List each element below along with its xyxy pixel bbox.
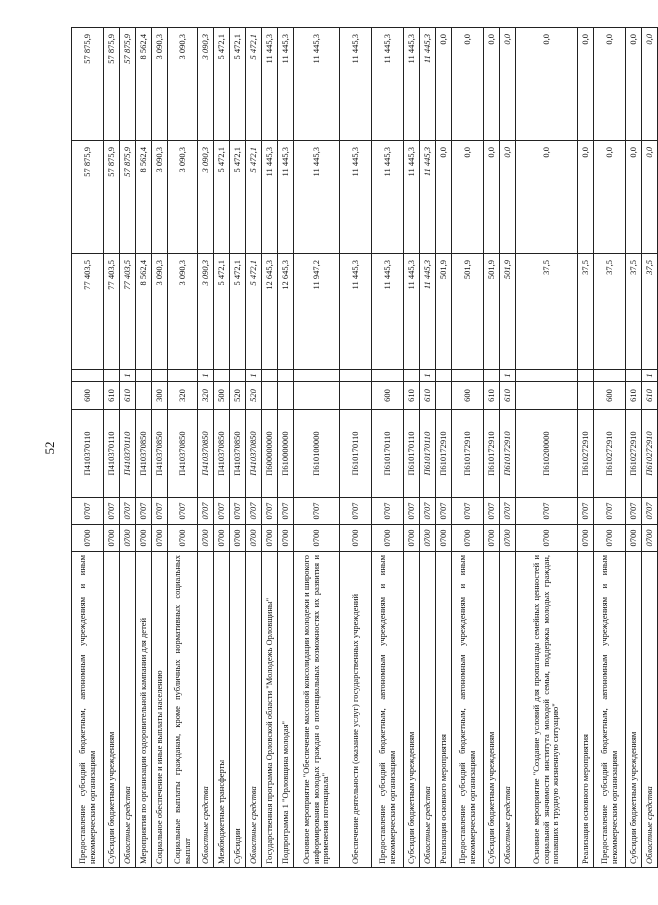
subsection-code: 0707 bbox=[72, 498, 104, 525]
table-row bbox=[404, 28, 420, 868]
target-article-code: П610000000 bbox=[278, 410, 294, 498]
amount-year-2: 0,0 bbox=[516, 141, 578, 254]
table-row bbox=[246, 28, 262, 868]
expense-type-code: 300 bbox=[152, 382, 168, 410]
row-name: Реализация основного мероприятия bbox=[436, 552, 452, 868]
amount-year-1: 11 445,3 bbox=[372, 254, 404, 370]
amount-year-1: 501,9 bbox=[436, 254, 452, 370]
funding-source-mark bbox=[436, 370, 452, 382]
table-row bbox=[214, 28, 230, 868]
section-code: 0700 bbox=[72, 525, 104, 552]
amount-year-1: 5 472,1 bbox=[230, 254, 246, 370]
amount-year-2: 0,0 bbox=[578, 141, 594, 254]
table-row bbox=[340, 28, 372, 868]
subsection-code: 0707 bbox=[262, 498, 278, 525]
expense-type-code bbox=[294, 382, 340, 410]
section-code: 0700 bbox=[372, 525, 404, 552]
amount-year-2: 0,0 bbox=[626, 141, 642, 254]
expense-type-code: 500 bbox=[214, 382, 230, 410]
table-row bbox=[104, 28, 120, 868]
amount-year-1: 37,5 bbox=[642, 254, 658, 370]
subsection-code: 0707 bbox=[452, 498, 484, 525]
table-row bbox=[120, 28, 136, 868]
funding-source-mark bbox=[404, 370, 420, 382]
subsection-code: 0707 bbox=[152, 498, 168, 525]
subsection-code: 0707 bbox=[294, 498, 340, 525]
amount-year-2: 3 090,3 bbox=[198, 141, 214, 254]
subsection-code: 0707 bbox=[642, 498, 658, 525]
target-article-code: П610272910 bbox=[642, 410, 658, 498]
section-code: 0700 bbox=[152, 525, 168, 552]
expense-type-code: 600 bbox=[594, 382, 626, 410]
amount-year-3: 11 445,3 bbox=[404, 28, 420, 141]
amount-year-3: 0,0 bbox=[578, 28, 594, 141]
section-code: 0700 bbox=[594, 525, 626, 552]
row-name: Предоставление субсидий бюджетным, автономным учреждениям и иным некоммерческим организациям bbox=[72, 552, 104, 868]
target-article-code: П410370110 bbox=[120, 410, 136, 498]
table-row bbox=[642, 28, 658, 868]
row-name: Субсидии бюджетным учреждениям bbox=[626, 552, 642, 868]
amount-year-3: 11 445,3 bbox=[340, 28, 372, 141]
subsection-code: 0707 bbox=[594, 498, 626, 525]
expense-type-code: 600 bbox=[452, 382, 484, 410]
target-article-code: П410370110 bbox=[104, 410, 120, 498]
row-name: Мероприятия по организации оздоровительной кампании для детей bbox=[136, 552, 152, 868]
expense-type-code: 520 bbox=[230, 382, 246, 410]
row-name: Областные средства bbox=[198, 552, 214, 868]
section-code: 0700 bbox=[278, 525, 294, 552]
amount-year-1: 5 472,1 bbox=[214, 254, 230, 370]
section-code: 0700 bbox=[420, 525, 436, 552]
funding-source-mark bbox=[594, 370, 626, 382]
subsection-code: 0707 bbox=[278, 498, 294, 525]
section-code: 0700 bbox=[294, 525, 340, 552]
table-row bbox=[278, 28, 294, 868]
section-code: 0700 bbox=[626, 525, 642, 552]
target-article-code: П610170110 bbox=[372, 410, 404, 498]
amount-year-3: 5 472,1 bbox=[214, 28, 230, 141]
section-code: 0700 bbox=[120, 525, 136, 552]
amount-year-3: 11 445,3 bbox=[420, 28, 436, 141]
amount-year-3: 11 445,3 bbox=[262, 28, 278, 141]
target-article-code: П610172910 bbox=[452, 410, 484, 498]
table-row bbox=[198, 28, 214, 868]
amount-year-2: 3 090,3 bbox=[168, 141, 198, 254]
table-row bbox=[152, 28, 168, 868]
amount-year-3: 57 875,9 bbox=[72, 28, 104, 141]
section-code: 0700 bbox=[436, 525, 452, 552]
amount-year-3: 0,0 bbox=[484, 28, 500, 141]
section-code: 0700 bbox=[452, 525, 484, 552]
table-row bbox=[516, 28, 578, 868]
row-name: Областные средства bbox=[120, 552, 136, 868]
expense-type-code: 610 bbox=[104, 382, 120, 410]
table-row bbox=[372, 28, 404, 868]
target-article-code: П610100000 bbox=[294, 410, 340, 498]
funding-source-mark bbox=[578, 370, 594, 382]
funding-source-mark bbox=[104, 370, 120, 382]
row-name: Субсидии bbox=[230, 552, 246, 868]
funding-source-mark bbox=[168, 370, 198, 382]
amount-year-1: 501,9 bbox=[452, 254, 484, 370]
subsection-code: 0707 bbox=[436, 498, 452, 525]
funding-source-mark: 1 bbox=[642, 370, 658, 382]
section-code: 0700 bbox=[516, 525, 578, 552]
row-name: Реализация основного мероприятия bbox=[578, 552, 594, 868]
amount-year-1: 8 562,4 bbox=[136, 254, 152, 370]
amount-year-1: 501,9 bbox=[484, 254, 500, 370]
funding-source-mark bbox=[152, 370, 168, 382]
funding-source-mark bbox=[340, 370, 372, 382]
amount-year-2: 57 875,9 bbox=[120, 141, 136, 254]
amount-year-1: 5 472,1 bbox=[246, 254, 262, 370]
subsection-code: 0707 bbox=[214, 498, 230, 525]
section-code: 0700 bbox=[214, 525, 230, 552]
funding-source-mark: 1 bbox=[500, 370, 516, 382]
amount-year-2: 0,0 bbox=[484, 141, 500, 254]
amount-year-2: 8 562,4 bbox=[136, 141, 152, 254]
target-article-code: П610272910 bbox=[626, 410, 642, 498]
amount-year-2: 5 472,1 bbox=[230, 141, 246, 254]
subsection-code: 0707 bbox=[372, 498, 404, 525]
amount-year-1: 12 645,3 bbox=[262, 254, 278, 370]
amount-year-1: 12 645,3 bbox=[278, 254, 294, 370]
page-number: 52 bbox=[42, 441, 57, 455]
section-code: 0700 bbox=[136, 525, 152, 552]
amount-year-1: 77 403,5 bbox=[104, 254, 120, 370]
subsection-code: 0707 bbox=[246, 498, 262, 525]
funding-source-mark bbox=[294, 370, 340, 382]
amount-year-1: 11 445,3 bbox=[420, 254, 436, 370]
row-name: Областные средства bbox=[246, 552, 262, 868]
amount-year-3: 11 445,3 bbox=[294, 28, 340, 141]
amount-year-2: 5 472,1 bbox=[246, 141, 262, 254]
section-code: 0700 bbox=[484, 525, 500, 552]
amount-year-2: 11 445,3 bbox=[294, 141, 340, 254]
amount-year-3: 11 445,3 bbox=[278, 28, 294, 141]
amount-year-2: 11 445,3 bbox=[420, 141, 436, 254]
amount-year-3: 0,0 bbox=[436, 28, 452, 141]
row-name: Субсидии бюджетным учреждениям bbox=[484, 552, 500, 868]
expense-type-code bbox=[436, 382, 452, 410]
expense-type-code: 600 bbox=[72, 382, 104, 410]
row-name: Государственная программа Орловской области "Молодежь Орловщины" bbox=[262, 552, 278, 868]
amount-year-3: 0,0 bbox=[500, 28, 516, 141]
amount-year-2: 11 445,3 bbox=[372, 141, 404, 254]
amount-year-1: 3 090,3 bbox=[152, 254, 168, 370]
subsection-code: 0707 bbox=[500, 498, 516, 525]
row-name: Предоставление субсидий бюджетным, автономным учреждениям и иным некоммерческим организациям bbox=[594, 552, 626, 868]
target-article-code: П600000000 bbox=[262, 410, 278, 498]
expense-type-code: 610 bbox=[404, 382, 420, 410]
target-article-code: П410370850 bbox=[246, 410, 262, 498]
section-code: 0700 bbox=[230, 525, 246, 552]
expense-type-code: 610 bbox=[420, 382, 436, 410]
target-article-code: П610170110 bbox=[420, 410, 436, 498]
section-code: 0700 bbox=[404, 525, 420, 552]
expense-type-code bbox=[136, 382, 152, 410]
funding-source-mark bbox=[72, 370, 104, 382]
expense-type-code: 320 bbox=[198, 382, 214, 410]
table-row bbox=[484, 28, 500, 868]
row-name: Предоставление субсидий бюджетным, автономным учреждениям и иным некоммерческим организациям bbox=[372, 552, 404, 868]
row-name: Областные средства bbox=[420, 552, 436, 868]
amount-year-1: 77 403,5 bbox=[72, 254, 104, 370]
table-row bbox=[578, 28, 594, 868]
subsection-code: 0707 bbox=[484, 498, 500, 525]
amount-year-3: 8 562,4 bbox=[136, 28, 152, 141]
subsection-code: 0707 bbox=[168, 498, 198, 525]
funding-source-mark bbox=[626, 370, 642, 382]
amount-year-2: 0,0 bbox=[500, 141, 516, 254]
table-row bbox=[230, 28, 246, 868]
expense-type-code: 610 bbox=[484, 382, 500, 410]
target-article-code: П610172910 bbox=[484, 410, 500, 498]
funding-source-mark bbox=[230, 370, 246, 382]
section-code: 0700 bbox=[104, 525, 120, 552]
row-name: Областные средства bbox=[642, 552, 658, 868]
target-article-code: П610272910 bbox=[594, 410, 626, 498]
subsection-code: 0707 bbox=[404, 498, 420, 525]
section-code: 0700 bbox=[168, 525, 198, 552]
amount-year-1: 3 090,3 bbox=[168, 254, 198, 370]
amount-year-2: 0,0 bbox=[436, 141, 452, 254]
section-code: 0700 bbox=[578, 525, 594, 552]
target-article-code: П610172910 bbox=[436, 410, 452, 498]
amount-year-2: 11 445,3 bbox=[340, 141, 372, 254]
expense-type-code: 520 bbox=[246, 382, 262, 410]
amount-year-3: 3 090,3 bbox=[168, 28, 198, 141]
amount-year-1: 501,9 bbox=[500, 254, 516, 370]
subsection-code: 0707 bbox=[136, 498, 152, 525]
table-row bbox=[262, 28, 278, 868]
target-article-code: П410370850 bbox=[198, 410, 214, 498]
amount-year-3: 57 875,9 bbox=[104, 28, 120, 141]
section-code: 0700 bbox=[340, 525, 372, 552]
row-name: Социальные выплаты гражданам, кроме публичных нормативных социальных выплат bbox=[168, 552, 198, 868]
funding-source-mark bbox=[136, 370, 152, 382]
section-code: 0700 bbox=[198, 525, 214, 552]
target-article-code: П410370850 bbox=[152, 410, 168, 498]
table-row bbox=[452, 28, 484, 868]
section-code: 0700 bbox=[500, 525, 516, 552]
amount-year-2: 3 090,3 bbox=[152, 141, 168, 254]
amount-year-1: 3 090,3 bbox=[198, 254, 214, 370]
expense-type-code bbox=[516, 382, 578, 410]
expense-type-code bbox=[262, 382, 278, 410]
funding-source-mark bbox=[484, 370, 500, 382]
subsection-code: 0707 bbox=[104, 498, 120, 525]
amount-year-2: 11 445,3 bbox=[404, 141, 420, 254]
amount-year-1: 37,5 bbox=[516, 254, 578, 370]
table-row bbox=[72, 28, 104, 868]
amount-year-3: 0,0 bbox=[626, 28, 642, 141]
table-row bbox=[594, 28, 626, 868]
target-article-code: П610170110 bbox=[340, 410, 372, 498]
row-name: Субсидии бюджетным учреждениям bbox=[104, 552, 120, 868]
table-row bbox=[294, 28, 340, 868]
subsection-code: 0707 bbox=[230, 498, 246, 525]
table-row bbox=[436, 28, 452, 868]
amount-year-3: 0,0 bbox=[452, 28, 484, 141]
amount-year-3: 5 472,1 bbox=[246, 28, 262, 141]
section-code: 0700 bbox=[642, 525, 658, 552]
row-name: Предоставление субсидий бюджетным, автономным учреждениям и иным некоммерческим организациям bbox=[452, 552, 484, 868]
budget-table bbox=[71, 27, 658, 868]
subsection-code: 0707 bbox=[626, 498, 642, 525]
amount-year-2: 0,0 bbox=[452, 141, 484, 254]
amount-year-3: 5 472,1 bbox=[230, 28, 246, 141]
amount-year-1: 37,5 bbox=[578, 254, 594, 370]
target-article-code: П610170110 bbox=[404, 410, 420, 498]
row-name: Подпрограмма 1 "Орловщина молодая" bbox=[278, 552, 294, 868]
amount-year-2: 5 472,1 bbox=[214, 141, 230, 254]
amount-year-2: 57 875,9 bbox=[72, 141, 104, 254]
target-article-code: П410370850 bbox=[214, 410, 230, 498]
subsection-code: 0707 bbox=[516, 498, 578, 525]
target-article-code: П610272910 bbox=[578, 410, 594, 498]
amount-year-3: 0,0 bbox=[642, 28, 658, 141]
funding-source-mark: 1 bbox=[198, 370, 214, 382]
funding-source-mark: 1 bbox=[246, 370, 262, 382]
expense-type-code: 610 bbox=[642, 382, 658, 410]
target-article-code: П610172910 bbox=[500, 410, 516, 498]
expense-type-code: 610 bbox=[120, 382, 136, 410]
target-article-code: П610200000 bbox=[516, 410, 578, 498]
funding-source-mark bbox=[372, 370, 404, 382]
subsection-code: 0707 bbox=[578, 498, 594, 525]
table-row bbox=[168, 28, 198, 868]
amount-year-1: 11 445,3 bbox=[340, 254, 372, 370]
amount-year-1: 37,5 bbox=[626, 254, 642, 370]
funding-source-mark bbox=[452, 370, 484, 382]
row-name: Обеспечение деятельности (оказание услуг) государственных учреждений bbox=[340, 552, 372, 868]
target-article-code: П410370850 bbox=[136, 410, 152, 498]
amount-year-1: 77 403,5 bbox=[120, 254, 136, 370]
amount-year-1: 11 445,3 bbox=[404, 254, 420, 370]
expense-type-code: 600 bbox=[372, 382, 404, 410]
funding-source-mark bbox=[214, 370, 230, 382]
amount-year-3: 11 445,3 bbox=[372, 28, 404, 141]
funding-source-mark bbox=[262, 370, 278, 382]
amount-year-3: 3 090,3 bbox=[152, 28, 168, 141]
subsection-code: 0707 bbox=[420, 498, 436, 525]
table-row bbox=[420, 28, 436, 868]
expense-type-code bbox=[278, 382, 294, 410]
table-row bbox=[500, 28, 516, 868]
amount-year-2: 11 445,3 bbox=[262, 141, 278, 254]
amount-year-3: 3 090,3 bbox=[198, 28, 214, 141]
section-code: 0700 bbox=[262, 525, 278, 552]
amount-year-3: 0,0 bbox=[594, 28, 626, 141]
expense-type-code bbox=[578, 382, 594, 410]
amount-year-2: 11 445,3 bbox=[278, 141, 294, 254]
expense-type-code bbox=[340, 382, 372, 410]
rotated-page bbox=[71, 28, 654, 868]
subsection-code: 0707 bbox=[340, 498, 372, 525]
subsection-code: 0707 bbox=[120, 498, 136, 525]
target-article-code: П410370850 bbox=[168, 410, 198, 498]
amount-year-3: 57 875,9 bbox=[120, 28, 136, 141]
amount-year-1: 11 947,2 bbox=[294, 254, 340, 370]
target-article-code: П410370850 bbox=[230, 410, 246, 498]
amount-year-3: 0,0 bbox=[516, 28, 578, 141]
expense-type-code: 320 bbox=[168, 382, 198, 410]
section-code: 0700 bbox=[246, 525, 262, 552]
amount-year-2: 57 875,9 bbox=[104, 141, 120, 254]
funding-source-mark bbox=[516, 370, 578, 382]
expense-type-code: 610 bbox=[626, 382, 642, 410]
row-name: Основное мероприятие "Создание условий для пропаганды семейных ценностей и социальной значимости института молодой семьи, поддержка молодых граждан, попавших в трудную жизненную ситуацию" bbox=[516, 552, 578, 868]
amount-year-2: 0,0 bbox=[642, 141, 658, 254]
subsection-code: 0707 bbox=[198, 498, 214, 525]
target-article-code: П410370110 bbox=[72, 410, 104, 498]
table-row bbox=[626, 28, 642, 868]
funding-source-mark: 1 bbox=[120, 370, 136, 382]
funding-source-mark: 1 bbox=[420, 370, 436, 382]
amount-year-1: 37,5 bbox=[594, 254, 626, 370]
row-name: Основное мероприятие "Обеспечение массовой консолидации молодежи и широкого информирования молодых граждан о потенциальных возможностях их развития и применения потенциала" bbox=[294, 552, 340, 868]
funding-source-mark bbox=[278, 370, 294, 382]
expense-type-code: 610 bbox=[500, 382, 516, 410]
row-name: Социальное обеспечение и иные выплаты населению bbox=[152, 552, 168, 868]
row-name: Субсидии бюджетным учреждениям bbox=[404, 552, 420, 868]
row-name: Межбюджетные трансферты bbox=[214, 552, 230, 868]
row-name: Областные средства bbox=[500, 552, 516, 868]
table-row bbox=[136, 28, 152, 868]
amount-year-2: 0,0 bbox=[594, 141, 626, 254]
